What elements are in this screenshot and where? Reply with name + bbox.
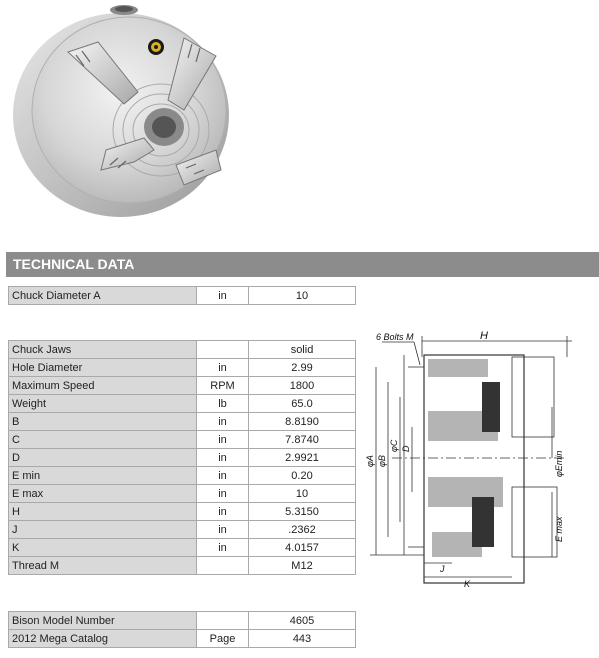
table-row [9, 521, 356, 539]
spec-unit: in [197, 431, 249, 449]
spec-value: 4605 [249, 612, 356, 630]
spec-value: solid [249, 341, 356, 359]
chuck-cross-section-diagram [362, 327, 574, 589]
label-d: D [401, 445, 411, 452]
spec-unit: in [197, 521, 249, 539]
spec-unit: in [197, 287, 249, 305]
spec-label: B [9, 413, 197, 431]
table-row [9, 287, 356, 305]
spec-unit: in [197, 359, 249, 377]
label-e-max: E max [554, 516, 564, 542]
spec-unit: in [197, 467, 249, 485]
table-row [9, 395, 356, 413]
chuck-diameter-table [8, 286, 356, 305]
spec-value: .2362 [249, 521, 356, 539]
table-row [9, 413, 356, 431]
table-row [9, 341, 356, 359]
spec-label: Chuck Jaws [9, 341, 197, 359]
spec-label: Bison Model Number [9, 612, 197, 630]
technical-specs-table [8, 340, 356, 575]
table-row [9, 503, 356, 521]
spec-value: 65.0 [249, 395, 356, 413]
spec-value: 10 [249, 287, 356, 305]
table-row [9, 467, 356, 485]
spec-unit: in [197, 413, 249, 431]
spec-unit: in [197, 485, 249, 503]
spec-value: 2.99 [249, 359, 356, 377]
table-row [9, 449, 356, 467]
label-phi-a: φA [365, 455, 375, 467]
table-row [9, 431, 356, 449]
spec-unit [197, 612, 249, 630]
table-row [9, 485, 356, 503]
spec-unit: Page [197, 630, 249, 648]
spec-unit: RPM [197, 377, 249, 395]
chuck-product-image [6, 0, 236, 225]
spec-value: 7.8740 [249, 431, 356, 449]
spec-label: C [9, 431, 197, 449]
spec-unit [197, 557, 249, 575]
spec-label: 2012 Mega Catalog [9, 630, 197, 648]
label-bolts-m: 6 Bolts M [376, 332, 414, 342]
spec-unit: in [197, 449, 249, 467]
spec-unit: in [197, 539, 249, 557]
spec-unit [197, 341, 249, 359]
label-phi-c: φC [389, 439, 399, 452]
table-row [9, 557, 356, 575]
spec-label: Maximum Speed [9, 377, 197, 395]
spec-label: J [9, 521, 197, 539]
spec-value: M12 [249, 557, 356, 575]
label-k: K [464, 579, 471, 589]
table-row [9, 612, 356, 630]
spec-label: Thread M [9, 557, 197, 575]
spec-value: 10 [249, 485, 356, 503]
spec-unit: lb [197, 395, 249, 413]
spec-value: 8.8190 [249, 413, 356, 431]
spec-value: 1800 [249, 377, 356, 395]
table-row [9, 539, 356, 557]
spec-label: Chuck Diameter A [9, 287, 197, 305]
spec-label: H [9, 503, 197, 521]
spec-label: E max [9, 485, 197, 503]
label-phi-emin: φEmin [554, 450, 564, 477]
label-j: J [440, 564, 445, 574]
spec-value: 0.20 [249, 467, 356, 485]
table-row [9, 377, 356, 395]
spec-value: 443 [249, 630, 356, 648]
spec-label: D [9, 449, 197, 467]
label-phi-b: φB [377, 455, 387, 467]
spec-label: Weight [9, 395, 197, 413]
spec-value: 4.0157 [249, 539, 356, 557]
label-h: H [480, 330, 488, 342]
spec-value: 2.9921 [249, 449, 356, 467]
section-title-technical-data: TECHNICAL DATA [6, 252, 599, 277]
spec-label: Hole Diameter [9, 359, 197, 377]
spec-value: 5.3150 [249, 503, 356, 521]
spec-label: K [9, 539, 197, 557]
table-row [9, 630, 356, 648]
table-row [9, 359, 356, 377]
catalog-info-table [8, 611, 356, 648]
spec-label: E min [9, 467, 197, 485]
spec-unit: in [197, 503, 249, 521]
